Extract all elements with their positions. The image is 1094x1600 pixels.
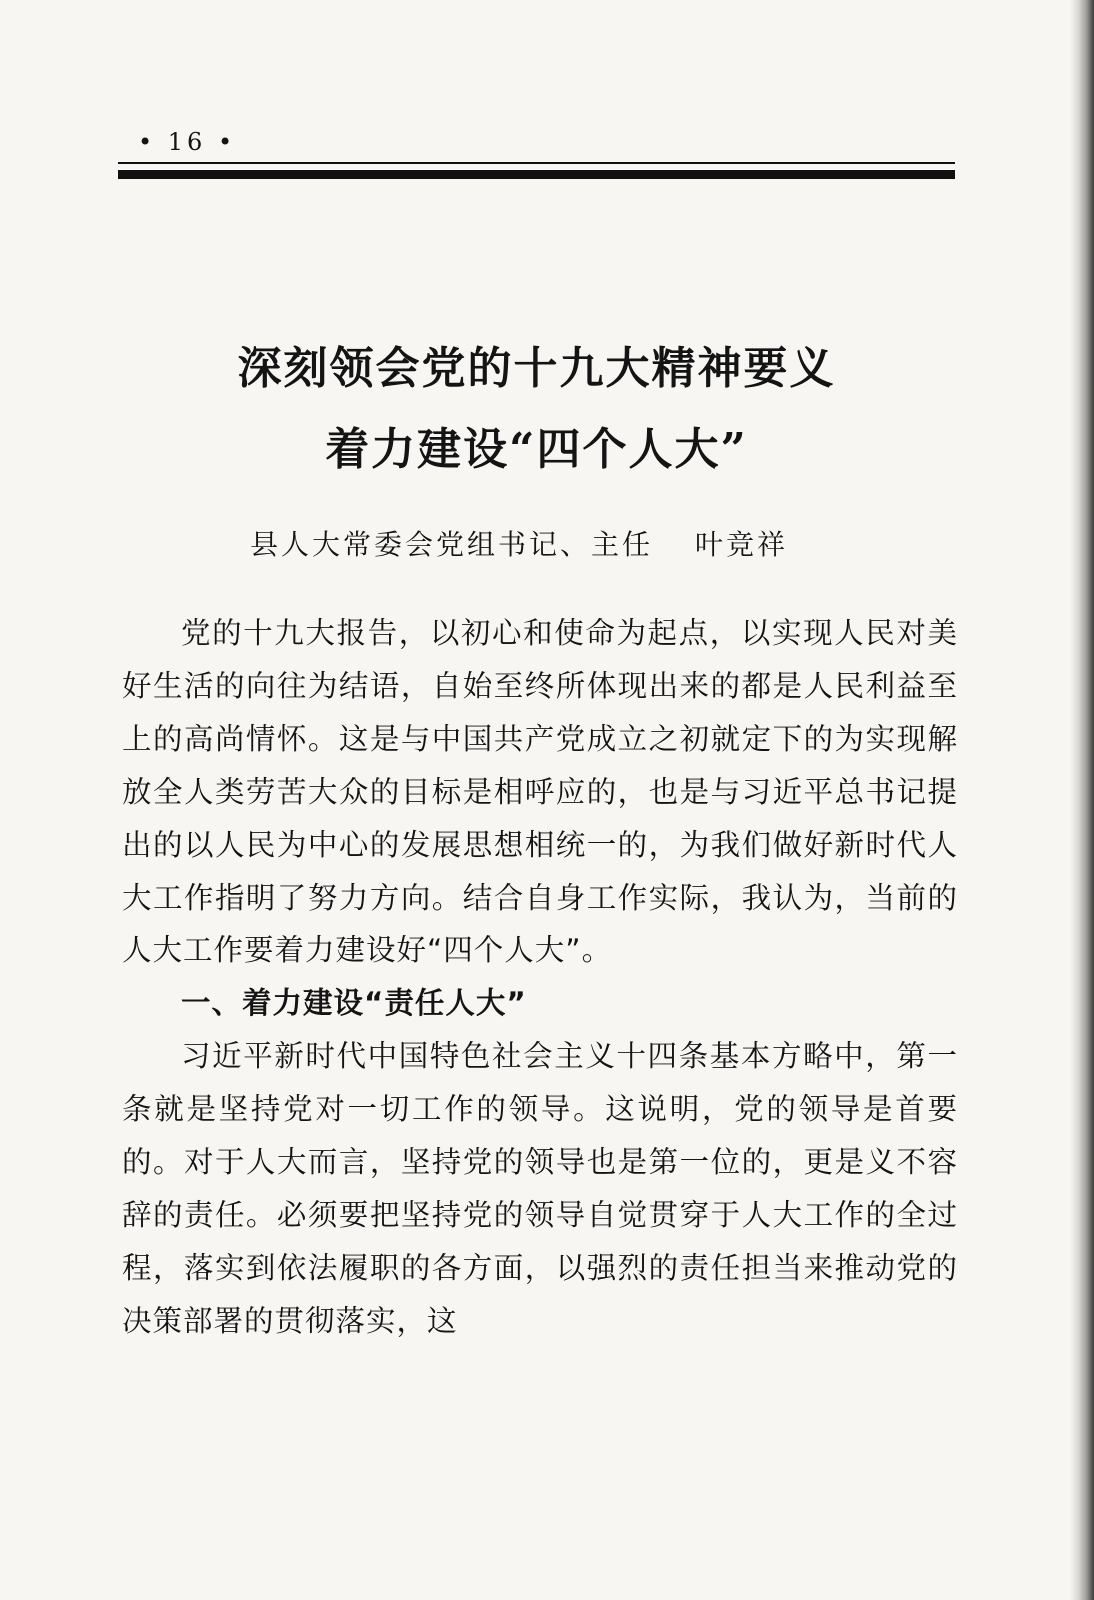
article-title-line-2: 着力建设“四个人大” — [325, 424, 748, 475]
section-heading: 一、着力建设“责任人大” — [181, 986, 527, 1021]
article-title-line-1: 深刻领会党的十九大精神要义 — [237, 343, 836, 394]
author-name: 叶竞祥 — [695, 528, 789, 561]
header-rule-thick — [118, 170, 955, 179]
header-rule-thin — [118, 162, 955, 164]
intro-paragraph: 党的十九大报告，以初心和使命为起点，以实现人民对美好生活的向往为结语，自始至终所体现出来的都是人民利益至上的高尚情怀。这是与中国共产党成立之初就定下的为实现解放全人类劳苦大众的目标是相呼应的，也是与习近平总书记提出的以人民为中心的发展思想相统一的，为我们做好新时代人大工作指明了努力方向。结合自身工作实际，我认为，当前的人大工作要着力建设好“四个人大”。 — [122, 616, 958, 968]
author-role: 县人大常委会党组书记、主任 — [250, 528, 654, 561]
article-body — [122, 607, 958, 1348]
section-paragraph: 习近平新时代中国特色社会主义十四条基本方略中，第一条就是坚持党对一切工作的领导。这说明，党的领导是首要的。对于人大而言，坚持党的领导也是第一位的，更是义不容辞的责任。必须要把坚持党的领导自觉贯穿于人大工作的全过程，落实到依法履职的各方面，以强烈的责任担当来推动党的决策部署的贯彻落实，这 — [122, 1039, 958, 1338]
page-edge-shadow — [1070, 0, 1094, 1600]
page-number: • 16 • — [138, 128, 237, 156]
author-byline — [250, 523, 788, 563]
